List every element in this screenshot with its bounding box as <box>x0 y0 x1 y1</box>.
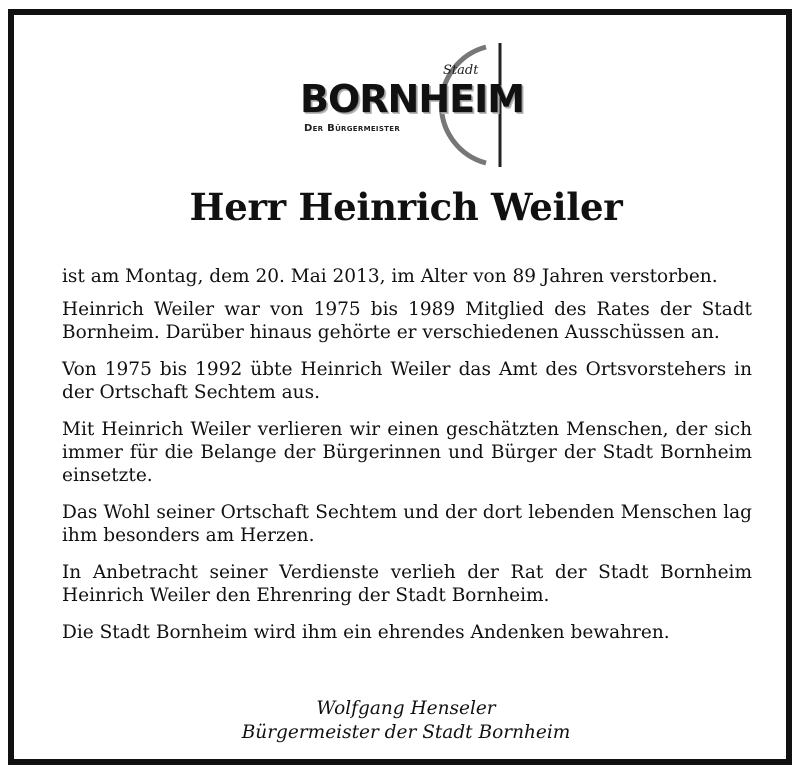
logo-stadt-text: Stadt <box>443 63 479 78</box>
logo-name-text: BORNHEIM <box>300 77 525 121</box>
paragraph-council-membership: Heinrich Weiler war von 1975 bis 1989 Mitglied des Rates der Stadt Bornheim. Darüber hinaus gehörte er verschiedenen Ausschüssen an. <box>62 299 752 343</box>
paragraph-ehrenring: In Anbetracht seiner Verdienste verlieh der Rat der Stadt Bornheim Heinrich Weiler den Ehrenring der Stadt Bornheim. <box>62 562 752 606</box>
signature-role: Bürgermeister der Stadt Bornheim <box>241 722 571 743</box>
obituary-body <box>62 265 752 658</box>
paragraph-death-notice: ist am Montag, dem 20. Mai 2013, im Alter von 89 Jahren verstorben. <box>62 266 718 287</box>
paragraph-ortsvorsteher: Von 1975 bis 1992 übte Heinrich Weiler das Amt des Ortsvorstehers in der Ortschaft Sechtem aus. <box>62 359 752 403</box>
paragraph-sechtem: Das Wohl seiner Ortschaft Sechtem und der dort lebenden Menschen lag ihm besonders am Herzen. <box>62 502 752 546</box>
signature-block <box>14 697 798 745</box>
city-logo <box>292 39 532 173</box>
paragraph-tribute: Mit Heinrich Weiler verlieren wir einen geschätzten Menschen, der sich immer für die Belange der Bürgerinnen und Bürger der Stadt Bornheim einsetzte. <box>62 419 752 486</box>
deceased-name-heading: Herr Heinrich Weiler <box>189 185 623 229</box>
logo-subtitle: Der Bürgermeister <box>304 123 401 134</box>
obituary-frame <box>8 9 792 765</box>
paragraph-closing: Die Stadt Bornheim wird ihm ein ehrendes Andenken bewahren. <box>62 622 670 643</box>
signature-name: Wolfgang Henseler <box>316 698 496 719</box>
